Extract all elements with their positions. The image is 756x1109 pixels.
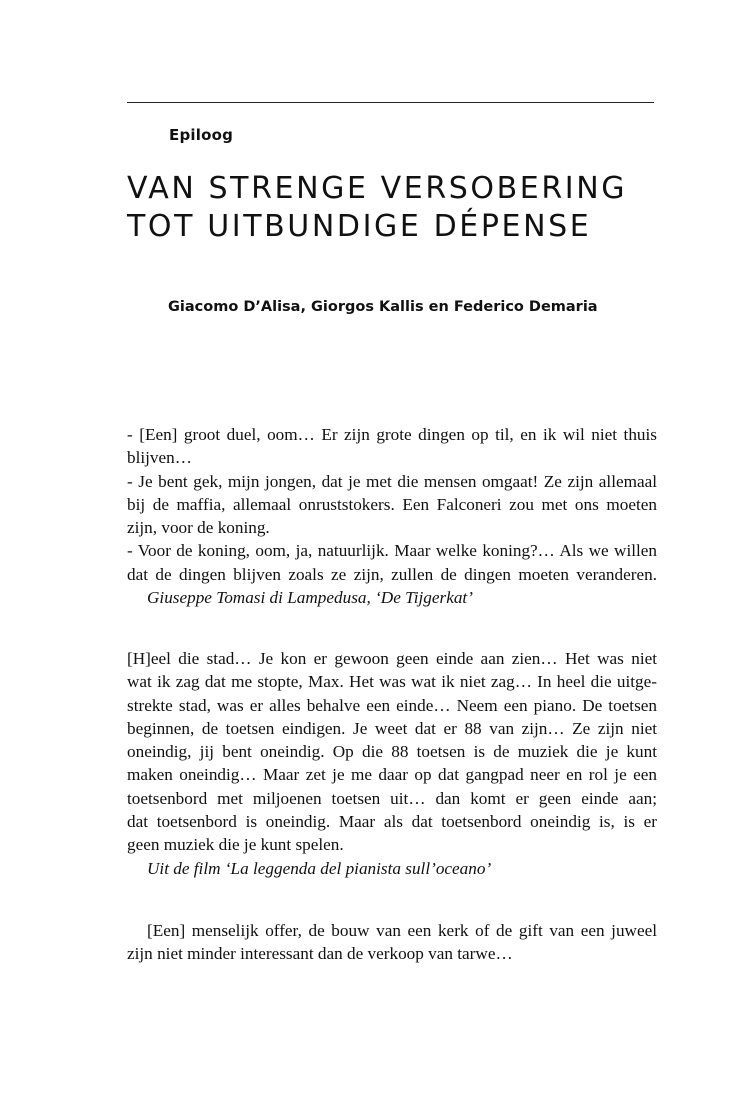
title-line: TOT UITBUNDIGE DÉPENSE [127,209,592,244]
epigraph-line: [Een] menselijk offer, de bouw van een kerk of de gift van een juweel [147,921,657,940]
epigraph-line: [H]eel die stad… Je kon er gewoon geen einde aan zien… Het was niet [127,649,657,668]
epigraph-line: wat ik zag dat me stopte, Max. Het was wat ik niet zag… In heel die uitge- [127,672,657,692]
epigraph-line: dat de dingen blijven zoals ze zijn, zullen de dingen moeten veranderen. [127,564,657,584]
chapter-kicker: Epiloog [169,126,234,144]
epigraph-line: - Je bent gek, mijn jongen, dat je met die mensen omgaat! Ze zijn allemaal [127,471,657,491]
epigraph-line: toetsenbord met miljoenen toetsen uit… dan komt er geen einde aan; [127,788,657,808]
epigraph-line: zijn niet minder interessant dan de verkoop van tarwe… [127,944,513,964]
epigraph-line: oneindig, jij bent oneindig. Op die 88 toetsen is de muziek die je kunt [127,742,657,762]
epigraph-attribution: Uit de film ‘La leggenda del pianista sull’oceano’ [147,858,492,878]
epigraph-line: - [Een] groot duel, oom… Er zijn grote dingen op til, en ik wil niet thuis [127,425,657,444]
epigraph-line: - Voor de koning, oom, ja, natuurlijk. Maar welke koning?… Als we willen [127,541,657,561]
epigraph-lampedusa [127,423,657,609]
epigraph-line: zijn, voor de koning. [127,518,270,538]
chapter-title [127,170,687,246]
epigraph-pianist [127,647,657,880]
epigraph-line: bij de maffia, allemaal onruststokers. Een Falconeri zou met ons moeten [127,494,657,514]
epigraph-line: strekte stad, was er alles behalve een einde… Neem een piano. De toetsen [127,695,657,715]
chapter-authors: Giacomo D’Alisa, Giorgos Kallis en Federico Demaria [168,299,598,315]
epigraph-line: geen muziek die je kunt spelen. [127,835,344,855]
title-line: VAN STRENGE VERSOBERING [127,171,628,206]
epigraph-line: beginnen, de toetsen eindigen. Je weet dat er 88 van zijn… Ze zijn niet [127,718,657,738]
epigraph-line: dat toetsenbord is oneindig. Maar als dat toetsenbord oneindig is, is er [127,812,657,832]
epigraph-line: maken oneindig… Maar zet je me daar op dat gangpad neer en rol je een [127,765,657,785]
epigraph-sacrifice [127,919,657,966]
epigraph-attribution: Giuseppe Tomasi di Lampedusa, ‘De Tijgerkat’ [147,588,473,608]
header-rule [127,102,654,103]
epigraph-line: blijven… [127,448,192,468]
